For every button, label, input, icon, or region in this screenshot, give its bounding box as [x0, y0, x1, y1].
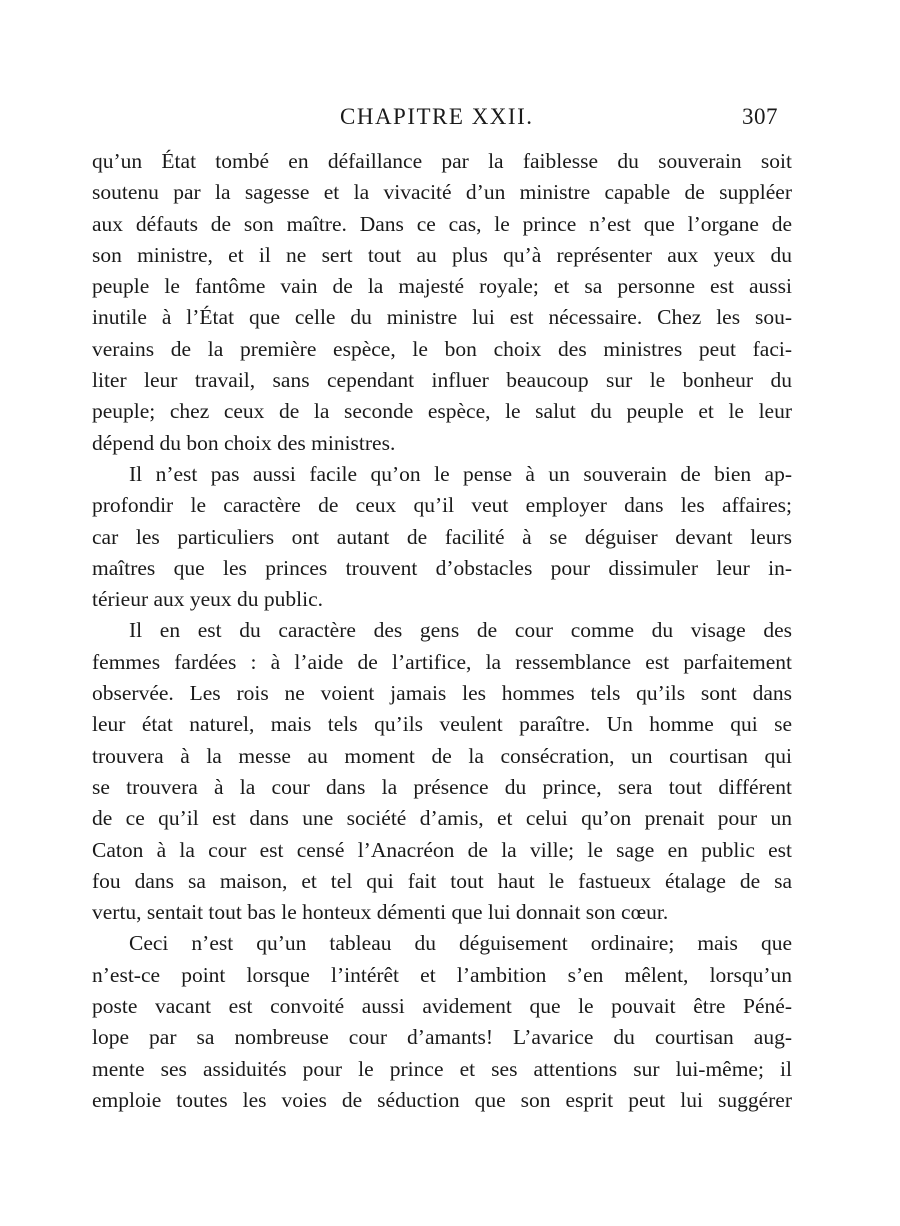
- text-line: peuple le fantôme vain de la majesté royale; et sa personne est aussi: [92, 274, 792, 299]
- text-line: dépend du bon choix des ministres.: [92, 430, 396, 455]
- text-line: profondir le caractère de ceux qu’il veut employer dans les affaires;: [92, 493, 792, 518]
- text-line: trouvera à la messe au moment de la consécration, un courtisan qui: [92, 743, 792, 768]
- text-line: aux défauts de son maître. Dans ce cas, le prince n’est que l’organe de: [92, 211, 792, 236]
- text-line: poste vacant est convoité aussi avidement que le pouvait être Péné-: [92, 994, 792, 1019]
- text-line: car les particuliers ont autant de facilité à se déguiser devant leurs: [92, 524, 792, 549]
- text-line: lope par sa nombreuse cour d’amants! L’avarice du courtisan aug-: [92, 1025, 792, 1050]
- paragraph: [92, 459, 792, 615]
- text-line: fou dans sa maison, et tel qui fait tout haut le fastueux étalage de sa: [92, 868, 792, 893]
- text-line: Caton à la cour est censé l’Anacréon de la ville; le sage en public est: [92, 837, 792, 862]
- text-line: inutile à l’État que celle du ministre lui est nécessaire. Chez les sou-: [92, 305, 792, 330]
- text-line: vertu, sentait tout bas le honteux démenti que lui donnait son cœur.: [92, 900, 669, 925]
- text-line: observée. Les rois ne voient jamais les hommes tels qu’ils sont dans: [92, 681, 792, 706]
- running-head: [0, 104, 900, 138]
- text-line: térieur aux yeux du public.: [92, 587, 324, 612]
- text-line: mente ses assiduités pour le prince et ses attentions sur lui-même; il: [92, 1056, 792, 1081]
- paragraph: [92, 146, 792, 459]
- text-line: son ministre, et il ne sert tout au plus qu’à représenter aux yeux du: [92, 242, 792, 267]
- text-line: emploie toutes les voies de séduction que son esprit peut lui suggérer: [92, 1087, 792, 1112]
- text-line: Il en est du caractère des gens de cour comme du visage des: [129, 618, 792, 643]
- text-line: n’est-ce point lorsque l’intérêt et l’ambition s’en mêlent, lorsqu’un: [92, 962, 792, 987]
- body-text: [92, 146, 792, 1116]
- paragraph: [92, 928, 792, 1116]
- text-line: liter leur travail, sans cependant influer beaucoup sur le bonheur du: [92, 368, 792, 393]
- text-line: femmes fardées : à l’aide de l’artifice, la ressemblance est parfaitement: [92, 649, 792, 674]
- chapter-title: CHAPITRE XXII.: [340, 104, 534, 129]
- text-line: qu’un État tombé en défaillance par la faiblesse du souverain soit: [92, 149, 792, 173]
- text-line: de ce qu’il est dans une société d’amis, et celui qu’on prenait pour un: [92, 806, 792, 831]
- page-number: 307: [742, 104, 778, 129]
- text-line: soutenu par la sagesse et la vivacité d’un ministre capable de suppléer: [92, 180, 792, 205]
- text-line: leur état naturel, mais tels qu’ils veulent paraître. Un homme qui se: [92, 712, 792, 737]
- text-line: verains de la première espèce, le bon choix des ministres peut faci-: [92, 336, 792, 361]
- text-line: Ceci n’est qu’un tableau du déguisement ordinaire; mais que: [129, 931, 792, 956]
- paragraph: [92, 615, 792, 928]
- text-line: se trouvera à la cour dans la présence du prince, sera tout différent: [92, 774, 792, 799]
- text-line: peuple; chez ceux de la seconde espèce, le salut du peuple et le leur: [92, 399, 792, 424]
- text-line: Il n’est pas aussi facile qu’on le pense à un souverain de bien ap-: [129, 461, 792, 486]
- text-line: maîtres que les princes trouvent d’obstacles pour dissimuler leur in-: [92, 555, 792, 580]
